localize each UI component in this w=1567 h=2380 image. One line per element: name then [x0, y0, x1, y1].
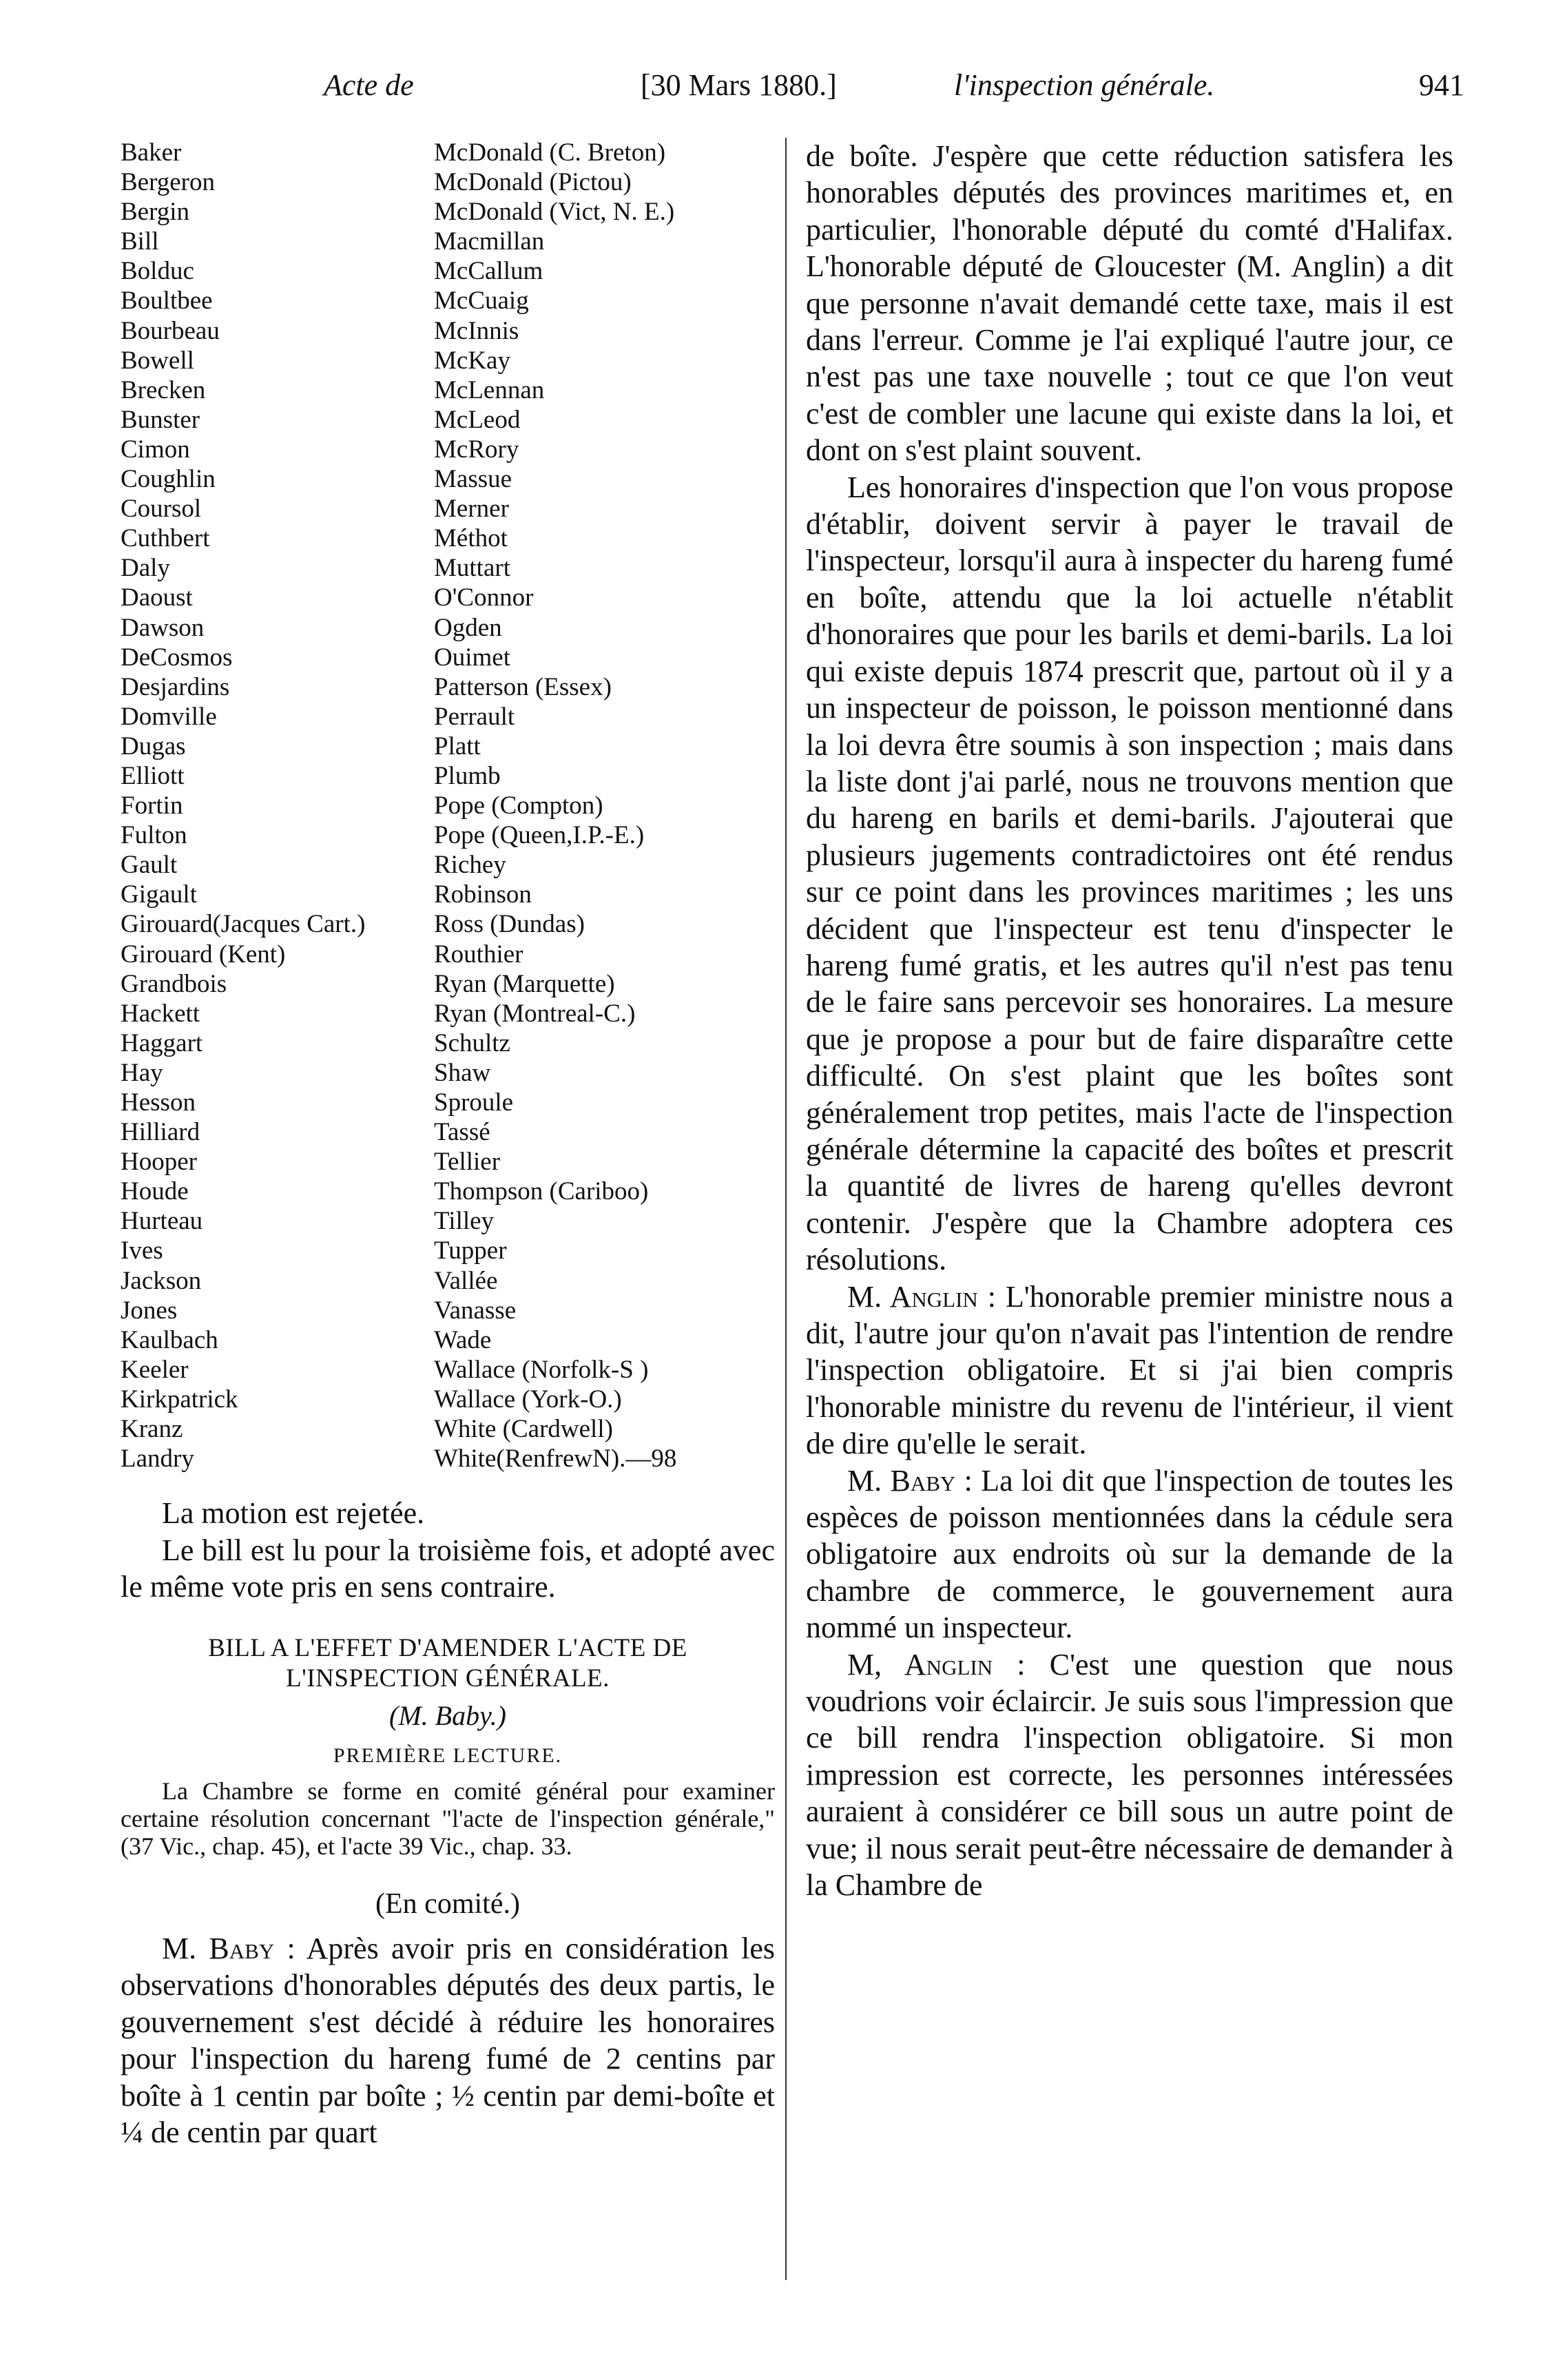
vote-name: Ives: [121, 1236, 163, 1265]
vote-name: Hackett: [121, 999, 200, 1028]
vote-name: Kirkpatrick: [121, 1385, 238, 1414]
vote-name: Bolduc: [121, 257, 194, 286]
vote-name: Dawson: [121, 613, 205, 642]
vote-name: Kaulbach: [121, 1325, 218, 1354]
baby-speech-text: Après avoir pris en considération les observations d'honorables députés des deux partis, le gouvernement s'est décidé à réduire les honoraires pour l'inspection du hareng fumé de 2 centins par boîte à 1 centin par boîte ; ½ centin par demi-boîte et ¼ de centin par quart: [121, 1931, 775, 2149]
vote-name: Vallée: [434, 1266, 498, 1295]
vote-name: Daoust: [121, 583, 193, 612]
vote-name: Houde: [121, 1177, 189, 1206]
vote-name: White (Cardwell): [434, 1415, 613, 1444]
baby-speech-continued: de boîte. J'espère que cette réduction satisfera les honorables députés des provinces maritimes et, en particulier, l'honorable député du comté d'Halifax. L'honorable député de Gloucester (M. Anglin) a dit que personne n'avait demandé cette taxe, mais il est dans l'erreur. Comme je l'ai expliqué l'autre jour, ce n'est pas une taxe nouvelle ; tout ce que l'on veut c'est de combler une lacune qui existe dans la loi, et dont on s'est plaint souvent.: [806, 139, 1453, 468]
vote-name: Hooper: [121, 1148, 197, 1177]
vote-name: Baker: [121, 138, 182, 167]
anglin-speech-2: [806, 1646, 1453, 1904]
page-number: 941: [1419, 68, 1464, 102]
vote-name: Haggart: [121, 1028, 203, 1057]
vote-name: Gigault: [121, 880, 197, 909]
vote-name: Massue: [434, 465, 512, 494]
vote-name: Perrault: [434, 702, 515, 731]
first-reading-heading: PREMIÈRE LECTURE.: [333, 1743, 563, 1767]
vote-name: Cimon: [121, 435, 190, 464]
vote-name: Shaw: [434, 1058, 491, 1087]
vote-name: Hay: [121, 1058, 163, 1087]
vote-name: Bowell: [121, 346, 194, 375]
vote-name: Ross (Dundas): [434, 910, 585, 939]
vote-name: McLennan: [434, 375, 545, 404]
vote-name: Merner: [434, 495, 509, 524]
vote-name: Daly: [121, 554, 170, 583]
speaker-anglin-2: M, Anglin :: [847, 1647, 1026, 1681]
vote-name: Ogden: [434, 613, 502, 642]
vote-name: Landry: [121, 1445, 194, 1473]
vote-name: Ouimet: [434, 643, 510, 672]
vote-name: Grandbois: [121, 969, 227, 998]
vote-name: DeCosmos: [121, 643, 233, 672]
vote-name: Girouard(Jacques Cart.): [121, 910, 366, 939]
vote-name: Routhier: [434, 940, 523, 969]
vote-name: McLeod: [434, 405, 521, 434]
vote-name: Fortin: [121, 791, 183, 820]
vote-name: Hesson: [121, 1088, 196, 1117]
vote-name: Hilliard: [121, 1118, 200, 1147]
vote-name: Sproule: [434, 1088, 514, 1117]
vote-name: McCallum: [434, 257, 543, 286]
vote-name: McKay: [434, 346, 510, 375]
baby-speech-2: [806, 1462, 1453, 1646]
vote-name: Pope (Compton): [434, 791, 603, 820]
vote-name: Tilley: [434, 1207, 495, 1236]
vote-name: Ryan (Montreal-C.): [434, 999, 636, 1028]
speaker-anglin: M. Anglin :: [847, 1279, 996, 1314]
right-column: [806, 138, 1453, 1904]
vote-name: Tellier: [434, 1148, 501, 1177]
vote-names-col2: [434, 138, 792, 1473]
vote-names-table: [121, 138, 768, 1495]
vote-name: Muttart: [434, 554, 510, 583]
vote-name: Plumb: [434, 761, 501, 790]
vote-name: Hurteau: [121, 1207, 203, 1236]
vote-name: Bill: [121, 227, 159, 256]
vote-name: Girouard (Kent): [121, 940, 286, 969]
vote-name: Pope (Queen,I.P.-E.): [434, 821, 645, 850]
vote-name: Thompson (Cariboo): [434, 1177, 649, 1206]
vote-name: Keeler: [121, 1355, 189, 1384]
vote-name: Tupper: [434, 1236, 507, 1265]
vote-name: Vanasse: [434, 1296, 517, 1325]
vote-name: Fulton: [121, 821, 187, 850]
motion-rejected: La motion est rejetée.: [162, 1496, 425, 1530]
speaker-baby-2: M. Baby :: [847, 1463, 973, 1498]
vote-name: Bourbeau: [121, 316, 220, 345]
vote-name: McRory: [434, 435, 519, 464]
baby-speech: [121, 1930, 775, 2151]
vote-name: McDonald (Pictou): [434, 168, 632, 197]
vote-name: Dugas: [121, 732, 186, 760]
vote-name: Coughlin: [121, 465, 216, 494]
vote-name: Desjardins: [121, 672, 230, 701]
vote-name: Domville: [121, 702, 217, 731]
vote-name: Coursol: [121, 495, 202, 524]
vote-name: McInnis: [434, 316, 519, 345]
vote-name: McDonald (Vict, N. E.): [434, 198, 675, 227]
vote-name: Ryan (Marquette): [434, 969, 615, 998]
vote-name: Elliott: [121, 761, 185, 790]
vote-name: Jackson: [121, 1266, 202, 1295]
vote-name: Macmillan: [434, 227, 545, 256]
header-center: [30 Mars 1880.]: [641, 68, 837, 102]
vote-name: Richey: [434, 851, 506, 880]
header-right: l'inspection générale.: [954, 68, 1215, 102]
vote-name: White(RenfrewN).—98: [434, 1445, 677, 1473]
baby-speech-2-text: La loi dit que l'inspection de toutes les espèces de poisson mentionnées dans la cédule sera obligatoire aux endroits où sur la demande de la chambre de commerce, le gouvernement aura nommé un inspecteur.: [806, 1463, 1453, 1645]
vote-name: Wade: [434, 1325, 492, 1354]
left-column: [121, 138, 775, 2151]
vote-name: McCuaig: [434, 287, 529, 315]
vote-name: McDonald (C. Breton): [434, 138, 666, 167]
baby-speech-paragraph: Les honoraires d'inspection que l'on vous propose d'établir, doivent servir à payer le travail de l'inspecteur, lorsqu'il aura à inspecter du hareng fumé en boîte, attendu que la loi actuelle n'établit d'honoraires que pour les barils et demi-barils. La loi qui existe depuis 1874 prescrit que, partout où il y a un inspecteur de poisson, le poisson mentionné dans la loi devra être soumis à son inspection ; mais dans la liste dont j'ai parlé, nous ne trouvons mention que du hareng en barils et demi-barils. J'ajouterai que plusieurs jugements contradictoires ont été rendus sur ce point dans les provinces maritimes ; les uns décident que l'inspecteur est tenu d'inspecter le hareng fumé gratis, et les autres qu'il n'est pas tenu de le faire sans percevoir ses honoraires. La mesure que je propose a pour but de faire disparaître cette difficulté. On s'est plaint que les boîtes sont généralement trop petites, mais l'acte de l'inspection générale détermine la capacité des boîtes et prescrit la quantité de livres de hareng qu'elles devront contenir. J'espère que la Chambre adoptera ces résolutions.: [806, 470, 1453, 1277]
vote-name: Cuthbert: [121, 524, 210, 553]
bill-sponsor: [121, 1699, 775, 1732]
vote-name: Méthot: [434, 524, 508, 553]
vote-name: Bergin: [121, 198, 190, 227]
speaker-baby: M. Baby :: [162, 1931, 295, 1965]
running-head: [0, 68, 1567, 116]
vote-name: Boultbee: [121, 287, 213, 315]
vote-name: Schultz: [434, 1028, 510, 1057]
anglin-speech-2-text: C'est une question que nous voudrions voir éclaircir. Je suis sous l'impression que ce bill rendra l'inspection obligatoire. Si mon impression est correcte, les personnes intéressées auraient à considérer ce bill sous un autre point de vue; il nous serait peut-être nécessaire de demander à la Chambre de: [806, 1647, 1454, 1903]
vote-name: Kranz: [121, 1415, 183, 1444]
header-left: Acte de: [324, 68, 414, 102]
vote-name: Wallace (Norfolk-S ): [434, 1355, 649, 1384]
vote-name: Bergeron: [121, 168, 215, 197]
vote-name: Robinson: [434, 880, 532, 909]
vote-name: Jones: [121, 1296, 178, 1325]
anglin-speech-1-text: L'honorable premier ministre nous a dit, l'autre jour qu'on n'avait pas l'intention de rendre l'inspection obligatoire. Et si j'ai bien compris l'honorable ministre du revenu de l'intérieur, il vient de dire qu'elle le serait.: [806, 1279, 1453, 1461]
vote-name: O'Connor: [434, 583, 534, 612]
vote-name: Platt: [434, 732, 481, 760]
bill-sponsor-text: (M. Baby.): [389, 1699, 506, 1731]
vote-name: Wallace (York-O.): [434, 1385, 622, 1414]
bill-third-reading: Le bill est lu pour la troisième fois, et adopté avec le même vote pris en sens contraire.: [121, 1533, 775, 1604]
in-committee-heading: (En comité.): [375, 1887, 520, 1920]
vote-name: Patterson (Essex): [434, 672, 612, 701]
bill-title: BILL A L'EFFET D'AMENDER L'ACTE DE L'INSPECTION GÉNÉRALE.: [208, 1633, 687, 1693]
anglin-speech-1: [806, 1279, 1453, 1462]
vote-name: Gault: [121, 851, 178, 880]
vote-name: Bunster: [121, 405, 200, 434]
vote-name: Brecken: [121, 375, 206, 404]
committee-paragraph: La Chambre se forme en comité général pour examiner certaine résolution concernant "l'acte de l'inspection générale," (37 Vic., chap. 45), et l'acte 39 Vic., chap. 33.: [121, 1777, 775, 1860]
vote-name: Tassé: [434, 1118, 490, 1147]
vote-names-col1: [121, 138, 444, 1473]
